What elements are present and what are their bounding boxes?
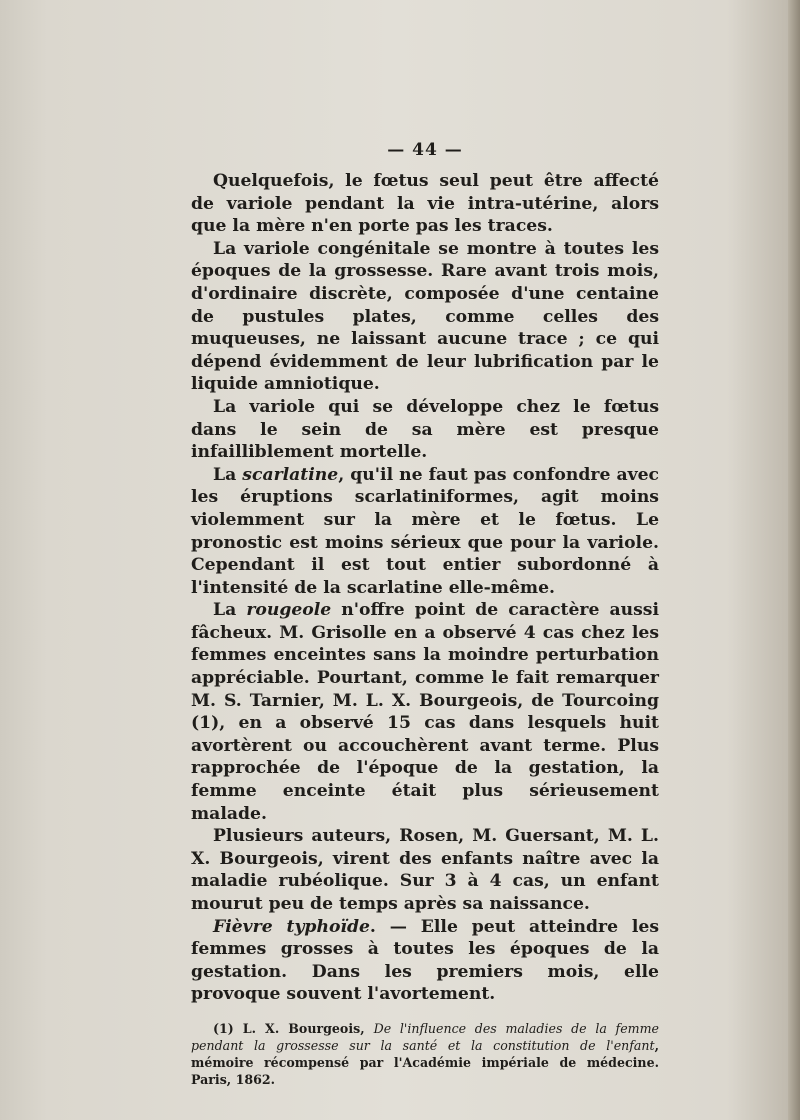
paragraph <box>191 825 659 915</box>
italic-term: rougeole <box>246 600 332 621</box>
text-block <box>191 140 659 1088</box>
text-run: , qu'il ne faut pas confondre avec les éruptions scarlatiniformes, agit moins violemment sur la mère et le fœtus. Le pronostic est moins sérieux que pour la variole. Cependant il est tout entier subordonné à l'intensité de la scarlatine elle-même. <box>191 464 659 598</box>
text-run: Plusieurs auteurs, Rosen, M. Guersant, M. L. X. Bourgeois, virent des enfants naître avec la maladie rubéolique. Sur 3 à 4 cas, un enfant mourut peu de temps après sa naissance. <box>191 826 659 914</box>
text-run: La <box>213 600 247 621</box>
paragraph <box>191 170 659 238</box>
footnote-text: (1) L. X. Bourgeois, <box>213 1020 374 1036</box>
paragraph-fievre-typhoide <box>191 916 659 1006</box>
text-run: . — Elle peut atteindre les femmes grosses à toutes les époques de la gestation. Dans les premiers mois, elle provoque souvent l'avortement. <box>191 916 660 1005</box>
text-run: La variole congénitale se montre à toutes les époques de la grossesse. Rare avant trois mois, d'ordinaire discrète, composée d'une centaine de pustules plates, comme celles des muqueuses, ne laissant aucune trace ; ce qui dépend évidemment de leur lubrification par le liquide amniotique. <box>191 238 659 395</box>
footnote-title: De l'influence des maladies de la femme pendant la grossesse sur la santé et la constitution de l'enfant <box>191 1020 659 1053</box>
paragraph-rougeole <box>191 599 659 825</box>
text-run: Quelquefois, le fœtus seul peut être affecté de variole pendant la vie intra-utérine, alors que la mère n'en porte pas les traces. <box>191 171 659 237</box>
text-run: n'offre point de caractère aussi fâcheux. M. Grisolle en a observé 4 cas chez les femmes enceintes sans la moindre perturbation appréciable. Pourtant, comme le fait remarquer M. S. Tarnier, M. L. X. Bourgeois, de Tourcoing (1), en a observé 15 cas dans lesquels huit avortèrent ou accouchèrent avant terme. Plus rapprochée de l'époque de la gestation, la femme enceinte était plus sérieusement malade. <box>191 600 659 824</box>
italic-term: scarlatine <box>242 464 339 485</box>
page-number: — 44 — <box>387 140 463 160</box>
page-edge <box>788 0 800 1120</box>
paragraph-scarlatine <box>191 464 659 600</box>
footnote <box>191 1020 659 1088</box>
text-run: La variole qui se développe chez le fœtus dans le sein de sa mère est presque infailliblement mortelle. <box>191 396 659 463</box>
text-run: La <box>213 464 243 485</box>
footnote-text: , mémoire récompensé par l'Académie impériale de médecine. Paris, 1862. <box>191 1037 659 1087</box>
italic-term: Fièvre typhoïde <box>213 916 370 937</box>
paragraph <box>191 396 659 464</box>
paragraph <box>191 238 659 396</box>
